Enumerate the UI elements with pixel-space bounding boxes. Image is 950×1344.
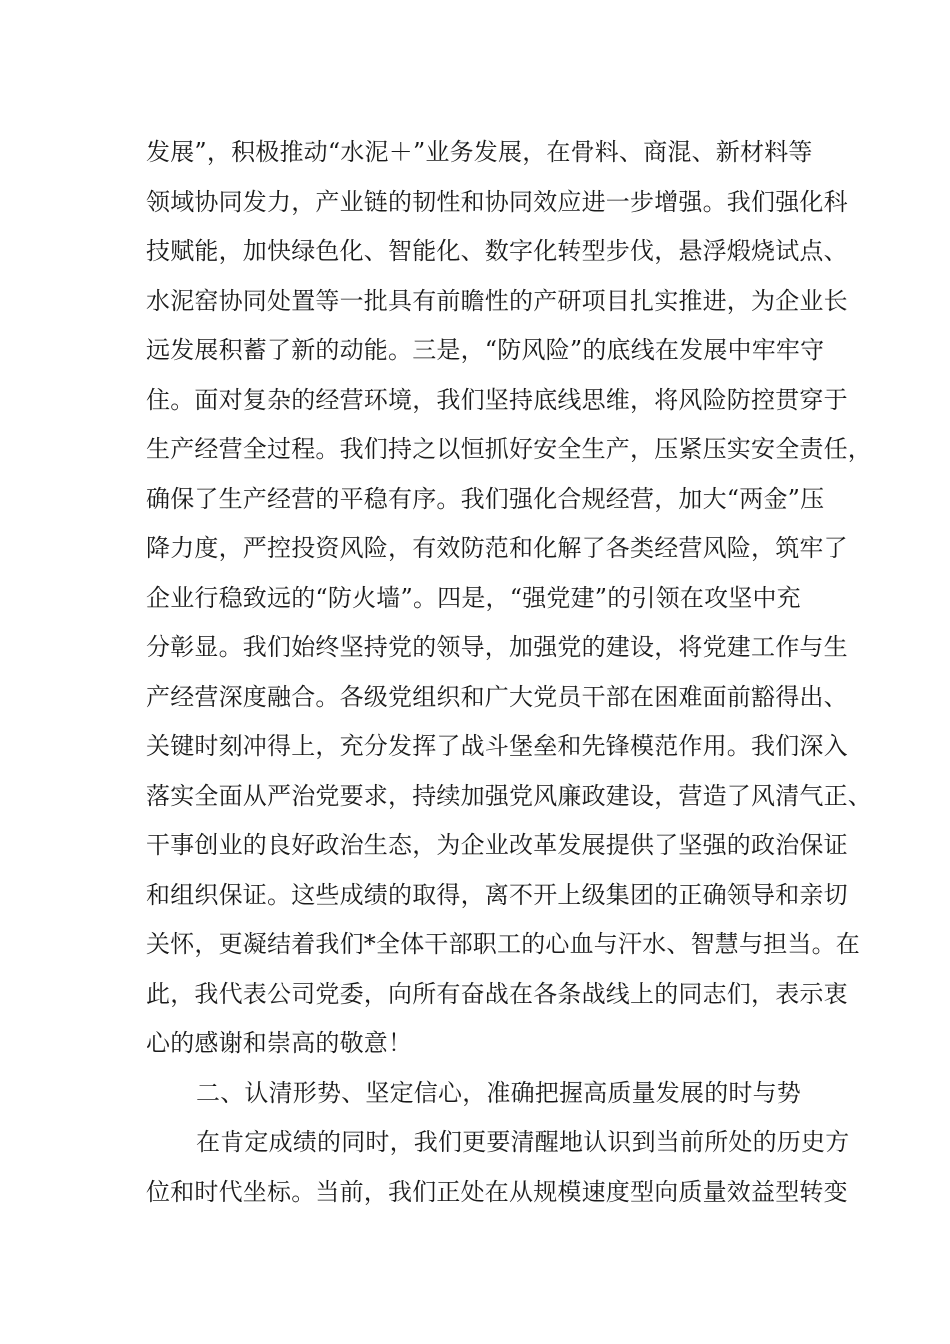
body-text-line: 生产经营全过程。我们持之以恒抓好安全生产，压紧压实安全责任， [146,435,872,463]
body-text-line: 在肯定成绩的同时，我们更要清醒地认识到当前所处的历史方 [196,1128,850,1156]
body-text-line: 干事创业的良好政治生态，为企业改革发展提供了坚强的政治保证 [146,831,848,859]
body-text-line: 技赋能，加快绿色化、智能化、数字化转型步伐，悬浮煅烧试点、 [146,237,848,265]
body-text-line: 远发展积蓄了新的动能。三是，“防风险”的底线在发展中牢牢守 [146,336,825,364]
body-text-line: 和组织保证。这些成绩的取得，离不开上级集团的正确领导和亲切 [146,881,848,909]
body-text-line: 分彰显。我们始终坚持党的领导，加强党的建设，将党建工作与生 [146,633,848,661]
body-text-line: 领域协同发力，产业链的韧性和协同效应进一步增强。我们强化科 [146,188,848,216]
body-text-line: 确保了生产经营的平稳有序。我们强化合规经营，加大“两金”压 [146,485,825,513]
body-text-line: 心的感谢和崇高的敬意！ [146,1029,413,1057]
body-text-line: 落实全面从严治党要求，持续加强党风廉政建设，营造了风清气正、 [146,782,872,810]
body-text-line: 发展”，积极推动“水泥＋”业务发展，在骨料、商混、新材料等 [146,138,813,166]
body-text-line: 关键时刻冲得上，充分发挥了战斗堡垒和先锋模范作用。我们深入 [146,732,848,760]
section-heading: 二、认清形势、坚定信心，准确把握高质量发展的时与势 [196,1079,801,1107]
body-text-line: 水泥窑协同处置等一批具有前瞻性的产研项目扎实推进，为企业长 [146,287,848,315]
body-text-line: 降力度，严控投资风险，有效防范和化解了各类经营风险，筑牢了 [146,534,848,562]
body-text-line: 位和时代坐标。当前，我们正处在从规模速度型向质量效益型转变 [146,1178,848,1206]
body-text-line: 产经营深度融合。各级党组织和广大党员干部在困难面前豁得出、 [146,683,848,711]
body-text-line: 企业行稳致远的“防火墙”。四是，“强党建”的引领在攻坚中充 [146,584,801,612]
body-text-line: 此，我代表公司党委，向所有奋战在各条战线上的同志们，表示衷 [146,980,848,1008]
body-text-line: 住。面对复杂的经营环境，我们坚持底线思维，将风险防控贯穿于 [146,386,848,414]
body-text-line: 关怀，更凝结着我们*全体干部职工的心血与汗水、智慧与担当。在 [146,930,860,958]
